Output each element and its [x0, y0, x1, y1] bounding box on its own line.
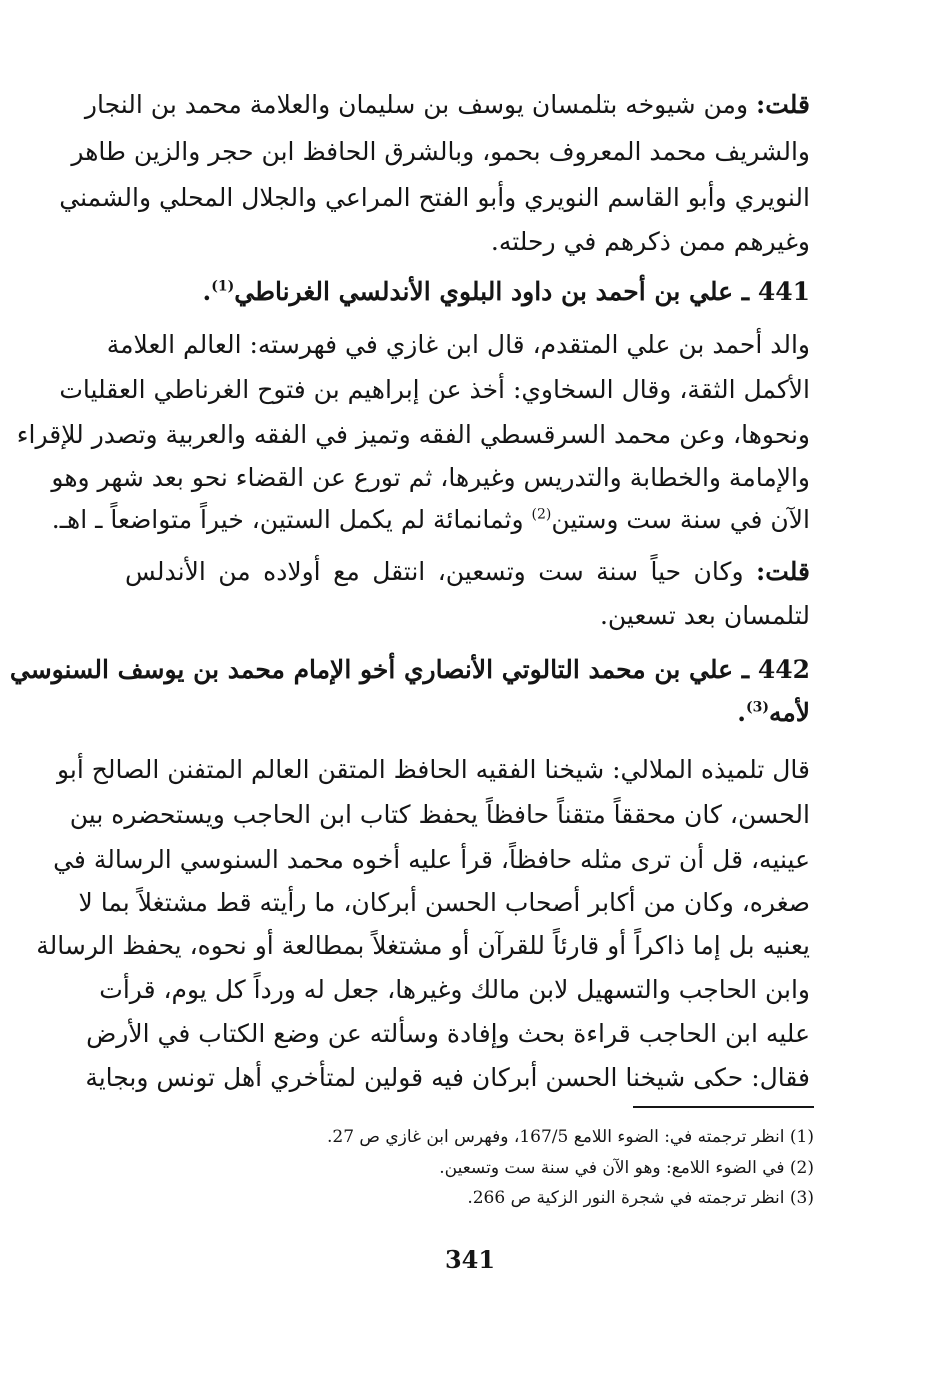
text-line: والإمامة والخطابة والتدريس وغيرها، ثم تورع عن القضاء نحو بعد شهر وهو: [51, 463, 810, 492]
text-line: عينيه، قل أن ترى مثله حافظاً، قرأ عليه أخوه محمد السنوسي الرسالة في: [53, 845, 810, 874]
text-line: [84, 85, 810, 125]
text-line: النويري وأبو القاسم النويري وأبو الفتح المراعي والجلال المحلي والشمني: [59, 183, 810, 212]
footnote-ref: (2): [531, 506, 552, 523]
line-text: وكان حياً سنة ست وتسعين، انتقل مع أولاده من الأندلس: [125, 557, 744, 586]
entry-heading: 442 ـ علي بن محمد التالوتي الأنصاري أخو الإمام محمد بن يوسف السنوسي: [9, 655, 810, 684]
text-line: يعنيه بل إما ذاكراً أو قارئاً للقرآن أو مشتغلاً بمطالعة أو نحوه، يحفظ الرسالة: [36, 931, 810, 960]
entry-heading: [125, 272, 810, 312]
text-line: ونحوها، وعن محمد السرقسطي الفقه وتميز في الفقه والعربية وتصدر للإقراء: [16, 420, 810, 449]
heading-text: 441 ـ علي بن أحمد بن داود البلوي الأندلسي الغرناطي: [234, 277, 810, 306]
text-line: [125, 552, 810, 592]
line-text: وثمانمائة لم يكمل الستين، خيراً متواضعاً ـ اهـ.: [51, 505, 532, 534]
footnote: (2) في الضوء اللامع: وهو الآن في سنة ست وتسعين.: [439, 1158, 814, 1178]
text-line: قال تلميذه الملالي: شيخنا الفقيه الحافظ المتقن العالم المتفنن الصالح أبو: [56, 755, 810, 784]
footnote-ref: (3): [745, 699, 769, 716]
text-line: الحسن، كان محققاً متقناً حافظاً يحفظ كتاب ابن الحاجب ويستحضره بين: [69, 800, 810, 829]
text-line: عليه ابن الحاجب قراءة بحث وإفادة وسألته عن وضع الكتاب في الأرض: [86, 1019, 810, 1048]
entry-heading-cont: [125, 693, 810, 733]
text-line: وغيرهم ممن ذكرهم في رحلته.: [490, 227, 810, 256]
line-text: الآن في سنة ست وستين: [551, 505, 810, 534]
footnote: (1) انظر ترجمته في: الضوء اللامع 167/5، وفهرس ابن غازي ص 27.: [326, 1127, 814, 1147]
footnote: (3) انظر ترجمته في شجرة النور الزكية ص 266.: [467, 1188, 814, 1208]
text-line: والشريف محمد المعروف بحمو، وبالشرق الحافظ ابن حجر والزين طاهر: [71, 137, 810, 166]
heading-end: .: [202, 277, 212, 306]
paragraph-lead: قلت:: [755, 90, 810, 119]
text-line: صغره، وكان من أكابر أصحاب الحسن أبركان، ما رأيته قط مشتغلاً بما لا: [78, 888, 810, 917]
page-number: 341: [444, 1245, 496, 1274]
text-line: لتلمسان بعد تسعين.: [599, 601, 810, 630]
heading-text: لأمه: [768, 698, 810, 727]
footnote-divider: [633, 1106, 814, 1108]
footnote-ref: (1): [211, 278, 235, 295]
text-line: [51, 500, 810, 540]
heading-end: .: [737, 698, 746, 727]
text-line: وابن الحاجب والتسهيل لابن مالك وغيرها، جعل له ورداً كل يوم، قرأت: [99, 975, 810, 1004]
paragraph-lead: قلت:: [755, 557, 810, 586]
text-line: فقال: حكى شيخنا الحسن أبركان فيه قولين لمتأخري أهل تونس وبجاية: [85, 1063, 810, 1092]
line-text: ومن شيوخه بتلمسان يوسف بن سليمان والعلامة محمد بن النجار: [84, 90, 749, 119]
text-line: والد أحمد بن علي المتقدم، قال ابن غازي في فهرسته: العالم العلامة: [106, 330, 810, 359]
text-line: الأكمل الثقة، وقال السخاوي: أخذ عن إبراهيم بن فتوح الغرناطي العقليات: [59, 375, 810, 404]
